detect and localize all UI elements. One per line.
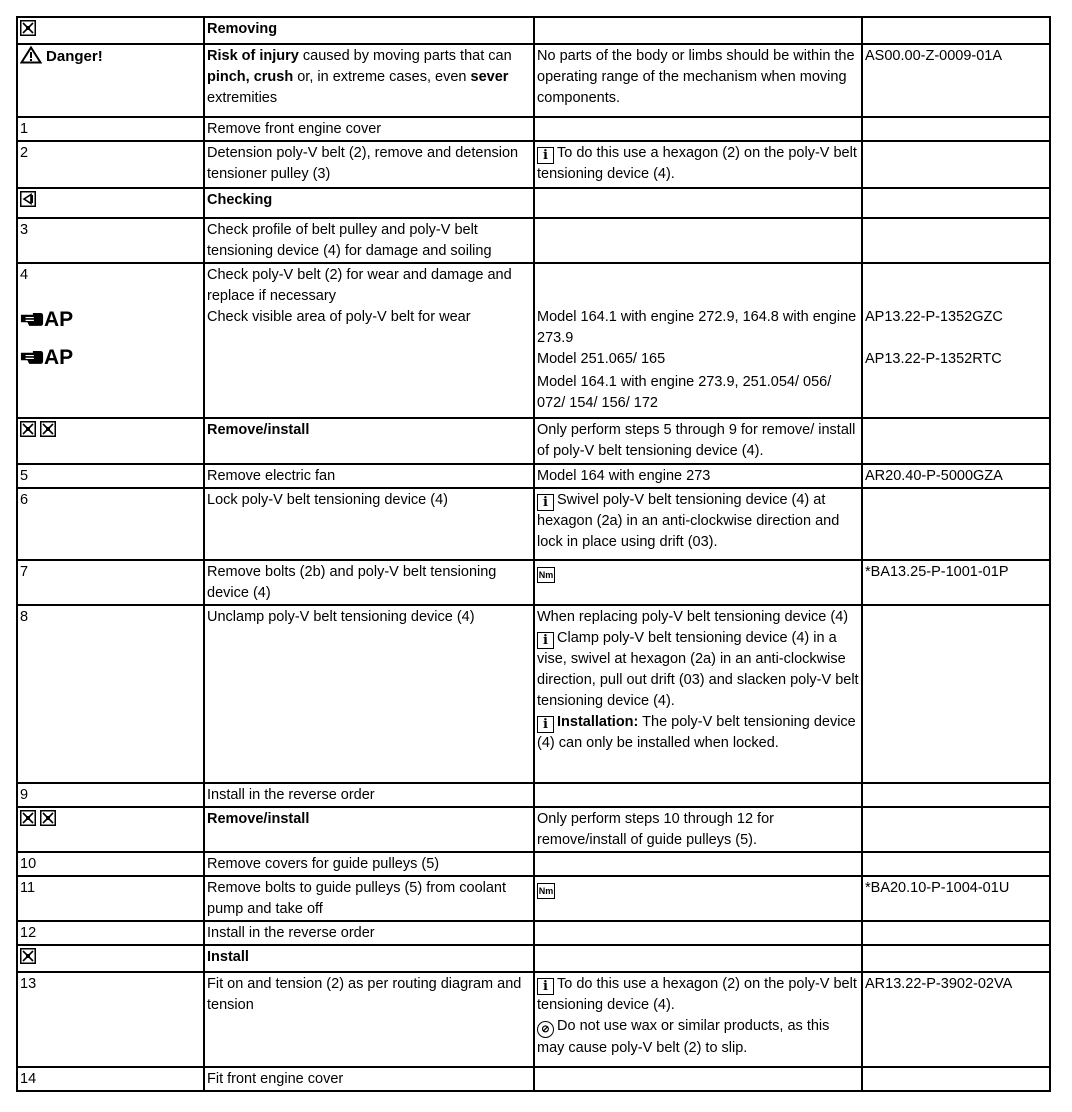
ref-cell <box>862 783 1050 807</box>
note-text: Swivel poly-V belt tensioning device (4) at hexagon (2a) in an anti-clockwise direction and lock in place using drift (03). <box>537 492 840 550</box>
table-row <box>17 117 1050 141</box>
step-cell <box>17 263 204 418</box>
tool-icon <box>40 810 56 826</box>
ref-cell <box>862 218 1050 263</box>
note-cell <box>534 188 862 218</box>
note-cell: Only perform steps 10 through 12 for remove/install of guide pulleys (5). <box>534 807 862 852</box>
info-icon: i <box>537 147 554 164</box>
torque-nm-icon: Nm <box>537 883 555 899</box>
table-row <box>17 945 1050 972</box>
ref-cell <box>862 117 1050 141</box>
prohibition-icon: ⊘ <box>537 1021 554 1038</box>
ref-cell <box>862 418 1050 464</box>
note-cell <box>534 263 862 418</box>
note-text: Do not use wax or similar products, as this may cause poly-V belt (2) to slip. <box>537 1018 830 1056</box>
step-cell: 1 <box>17 117 204 141</box>
table-row <box>17 17 1050 44</box>
note-cell: No parts of the body or limbs should be within the operating range of the mechanism when moving components. <box>534 44 862 117</box>
ref-cell <box>862 263 1050 418</box>
action-cell <box>204 418 534 464</box>
action-cell <box>204 945 534 972</box>
step-cell: 10 <box>17 852 204 876</box>
action-cell <box>204 188 534 218</box>
action-cell: Lock poly-V belt tensioning device (4) <box>204 488 534 560</box>
action-cell: Fit on and tension (2) as per routing diagram and tension <box>204 972 534 1067</box>
note-cell <box>534 17 862 44</box>
ap-label: AP <box>44 346 74 369</box>
note-cell <box>534 972 862 1067</box>
table-row <box>17 44 1050 117</box>
table-row <box>17 783 1050 807</box>
table-row <box>17 418 1050 464</box>
step-cell: 12 <box>17 921 204 945</box>
risk-text: extremities <box>207 90 278 106</box>
step-cell <box>17 17 204 44</box>
risk-bold: sever <box>470 69 509 85</box>
step-cell: 14 <box>17 1067 204 1091</box>
procedure-table <box>16 16 1051 1092</box>
note-text: Model 164.1 with engine 273.9, 251.054/ 056/ 072/ 154/ 156/ 172 <box>537 374 832 411</box>
note-cell <box>534 117 862 141</box>
note-cell <box>534 876 862 921</box>
note-text: Model 251.065/ 165 <box>537 351 666 367</box>
note-cell <box>534 488 862 560</box>
info-icon: i <box>537 632 554 649</box>
action-cell: Check profile of belt pulley and poly-V belt tensioning device (4) for damage and soiling <box>204 218 534 263</box>
ref-cell: AR20.40-P-5000GZA <box>862 464 1050 488</box>
risk-text: or, in extreme cases, even <box>293 69 471 85</box>
action-cell: Detension poly-V belt (2), remove and detension tensioner pulley (3) <box>204 141 534 188</box>
step-cell: 13 <box>17 972 204 1067</box>
note-cell <box>534 605 862 783</box>
step-cell: 6 <box>17 488 204 560</box>
ref-cell <box>862 1067 1050 1091</box>
torque-nm-icon: Nm <box>537 567 555 583</box>
ap-reference <box>20 345 201 371</box>
action-text: Check poly-V belt (2) for wear and damage and replace if necessary <box>207 267 512 304</box>
pointing-hand-icon <box>20 347 44 366</box>
table-row <box>17 876 1050 921</box>
section-title: Checking <box>207 192 273 208</box>
action-cell: Remove bolts to guide pulleys (5) from coolant pump and take off <box>204 876 534 921</box>
table-row <box>17 921 1050 945</box>
risk-text: caused by moving parts that can <box>298 48 512 64</box>
step-cell: 7 <box>17 560 204 605</box>
table-row <box>17 188 1050 218</box>
tool-icon <box>40 421 56 437</box>
step-cell <box>17 418 204 464</box>
ref-cell <box>862 141 1050 188</box>
warning-triangle-icon <box>20 46 42 64</box>
section-title: Remove/install <box>207 811 310 827</box>
step-cell: 5 <box>17 464 204 488</box>
note-cell <box>534 945 862 972</box>
tool-icon <box>20 421 36 437</box>
step-cell <box>17 44 204 117</box>
note-cell: Only perform steps 5 through 9 for remove/ install of poly-V belt tensioning device (4). <box>534 418 862 464</box>
tool-icon <box>20 20 36 36</box>
step-cell <box>17 945 204 972</box>
step-cell: 9 <box>17 783 204 807</box>
note-cell <box>534 1067 862 1091</box>
step-cell <box>17 188 204 218</box>
action-cell: Remove bolts (2b) and poly-V belt tensioning device (4) <box>204 560 534 605</box>
risk-bold: pinch, crush <box>207 69 294 85</box>
note-cell <box>534 218 862 263</box>
action-cell: Remove covers for guide pulleys (5) <box>204 852 534 876</box>
danger-label: Danger! <box>46 48 103 65</box>
note-text: The poly-V belt tensioning device (4) can only be installed when locked. <box>537 714 856 751</box>
table-row <box>17 488 1050 560</box>
ref-cell <box>862 605 1050 783</box>
note-cell <box>534 852 862 876</box>
ref-code: AP13.22-P-1352GZC <box>865 309 1003 325</box>
table-row <box>17 560 1050 605</box>
step-number: 4 <box>20 267 29 283</box>
ref-cell <box>862 17 1050 44</box>
ref-code: AP13.22-P-1352RTC <box>865 351 1002 367</box>
info-icon: i <box>537 978 554 995</box>
action-cell: Remove electric fan <box>204 464 534 488</box>
ref-cell <box>862 852 1050 876</box>
step-cell <box>17 807 204 852</box>
note-cell <box>534 921 862 945</box>
action-text: Check visible area of poly-V belt for wear <box>207 309 471 325</box>
table-row <box>17 141 1050 188</box>
note-bold: Installation: <box>557 714 639 730</box>
note-cell <box>534 783 862 807</box>
table-row <box>17 972 1050 1067</box>
table-row <box>17 807 1050 852</box>
action-cell: Install in the reverse order <box>204 783 534 807</box>
note-cell <box>534 560 862 605</box>
action-cell: Unclamp poly-V belt tensioning device (4) <box>204 605 534 783</box>
note-cell <box>534 141 862 188</box>
step-cell: 2 <box>17 141 204 188</box>
ref-cell: AR13.22-P-3902-02VA <box>862 972 1050 1067</box>
table-row <box>17 464 1050 488</box>
ref-cell <box>862 488 1050 560</box>
action-cell <box>204 807 534 852</box>
ref-cell: AS00.00-Z-0009-01A <box>862 44 1050 117</box>
table-row <box>17 605 1050 783</box>
table-row <box>17 1067 1050 1091</box>
ref-cell: *BA20.10-P-1004-01U <box>862 876 1050 921</box>
action-cell <box>204 263 534 418</box>
note-text: Clamp poly-V belt tensioning device (4) in a vise, swivel at hexagon (2a) in an anti-clockwise direction, pull out drift (03) and slacken poly-V belt tensioning device (4). <box>537 630 859 709</box>
step-cell: 3 <box>17 218 204 263</box>
action-cell <box>204 44 534 117</box>
table-row <box>17 218 1050 263</box>
section-title: Remove/install <box>207 422 310 438</box>
ap-label: AP <box>44 308 74 331</box>
ref-cell <box>862 945 1050 972</box>
risk-bold: Risk of injury <box>207 48 299 64</box>
section-title: Removing <box>207 21 278 37</box>
info-icon: i <box>537 716 554 733</box>
pointing-hand-icon <box>20 309 44 328</box>
note-text: Model 164.1 with engine 272.9, 164.8 with engine 273.9 <box>537 309 857 346</box>
step-cell: 8 <box>17 605 204 783</box>
info-icon: i <box>537 494 554 511</box>
ref-cell <box>862 807 1050 852</box>
table-row <box>17 263 1050 418</box>
checking-icon <box>20 191 36 207</box>
note-text: To do this use a hexagon (2) on the poly-V belt tensioning device (4). <box>537 145 857 182</box>
step-cell: 11 <box>17 876 204 921</box>
action-cell <box>204 17 534 44</box>
tool-icon <box>20 948 36 964</box>
section-title: Install <box>207 949 249 965</box>
note-cell: Model 164 with engine 273 <box>534 464 862 488</box>
ref-cell <box>862 188 1050 218</box>
action-cell: Fit front engine cover <box>204 1067 534 1091</box>
action-cell: Install in the reverse order <box>204 921 534 945</box>
table-row <box>17 852 1050 876</box>
note-text: When replacing poly-V belt tensioning device (4) <box>537 609 849 625</box>
ap-reference <box>20 307 201 333</box>
ref-cell <box>862 921 1050 945</box>
ref-cell: *BA13.25-P-1001-01P <box>862 560 1050 605</box>
action-cell: Remove front engine cover <box>204 117 534 141</box>
note-text: To do this use a hexagon (2) on the poly-V belt tensioning device (4). <box>537 976 857 1013</box>
tool-icon <box>20 810 36 826</box>
